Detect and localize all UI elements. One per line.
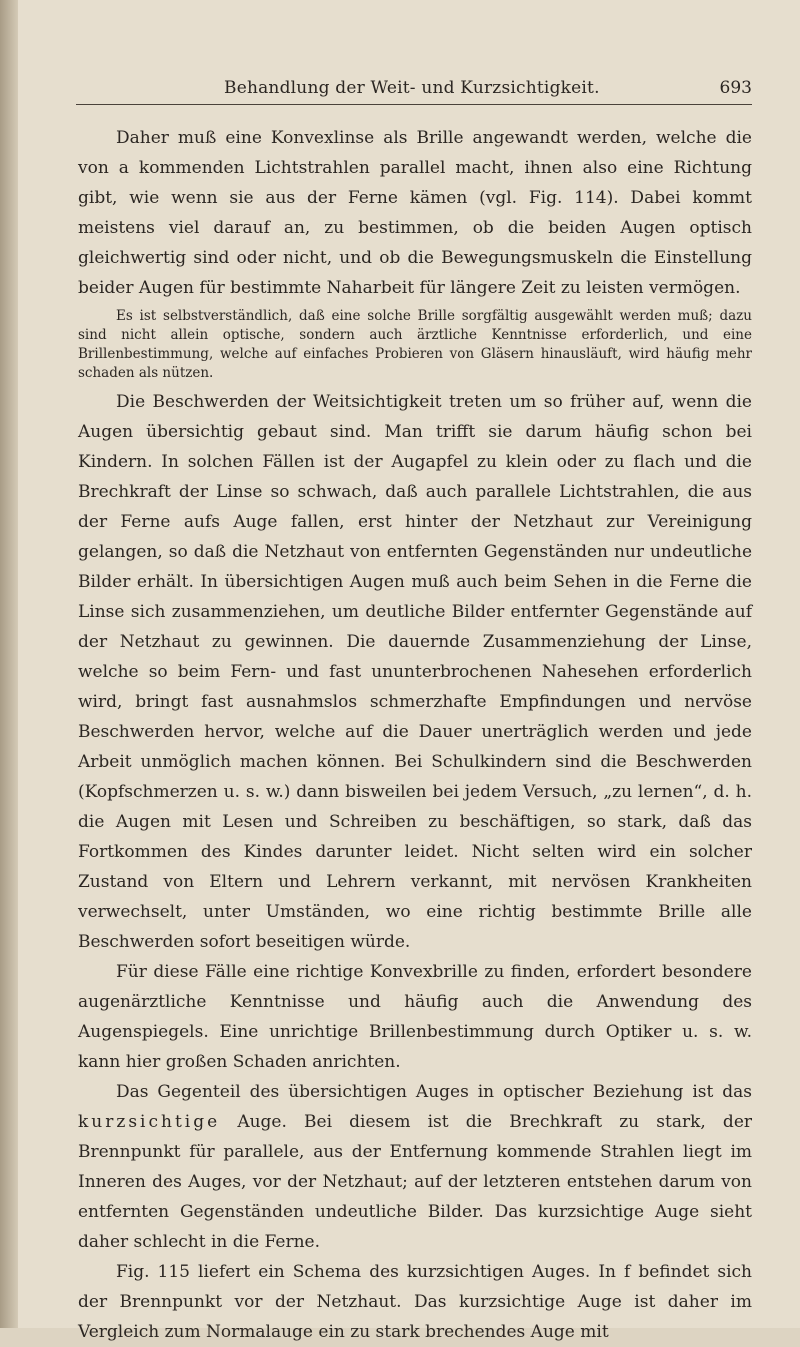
emphasis-kurzsichtige: kurzsichtige	[78, 1112, 221, 1132]
text-after-emphasis: Auge. Bei diesem ist die Brechkraft zu stark, der Brennpunkt für parallele, aus der Entfernung kommende Strahlen liegt im Inneren des Auges, vor der Netzhaut; auf der letzteren entstehen darum von entfernten Gegenständen undeutliche Bilder. Das kurzsichtige Auge sieht daher schlecht in die Ferne.	[78, 1112, 752, 1252]
page-edge	[0, 0, 18, 1328]
book-page	[18, 0, 800, 1342]
paragraph-hyperopia-complaints: Die Beschwerden der Weitsichtigkeit treten um so früher auf, wenn die Augen übersichtig gebaut sind. Man trifft sie darum häufig schon bei Kindern. In solchen Fällen ist der Augapfel zu klein oder zu flach und die Brechkraft der Linse so schwach, daß auch parallele Lichtstrahlen, die aus der Ferne aufs Auge fallen, erst hinter der Netzhaut zur Vereinigung gelangen, so daß die Netzhaut von entfernten Gegenständen nur undeutliche Bilder erhält. In übersichtigen Augen muß auch beim Sehen in die Ferne die Linse sich zusammenziehen, um deutliche Bilder entfernter Gegenstände auf der Netzhaut zu gewinnen. Die dauernde Zusammenziehung der Linse, welche so beim Fern- und fast ununterbrochenen Nahesehen erforderlich wird, bringt fast ausnahmslos schmerzhafte Empfindungen und nervöse Beschwerden hervor, welche auf die Dauer unerträglich werden und jede Arbeit unmöglich machen können. Bei Schulkindern sind die Beschwerden (Kopfschmerzen u. s. w.) dann bisweilen bei jedem Versuch, „zu lernen“, d. h. die Augen mit Lesen und Schreiben zu beschäftigen, so stark, daß das Fortkommen des Kindes darunter leidet. Nicht selten wird ein solcher Zustand von Eltern und Lehrern verkannt, mit nervösen Krankheiten verwechselt, unter Umständen, wo eine richtig bestimmte Brille alle Beschwerden sofort beseitigen würde.	[78, 392, 752, 952]
text-before-emphasis: Das Gegenteil des übersichtigen Auges in optischer Beziehung ist das	[116, 1082, 752, 1102]
page-number: 693	[719, 78, 752, 98]
page-body	[78, 123, 752, 1347]
note-brille-selection: Es ist selbstverständlich, daß eine solche Brille sorgfältig ausgewählt werden muß; dazu sind nicht allein optische, sondern auch ärztliche Kenntnisse erforderlich, und eine Brillenbestimmung, welche auf einfaches Probieren von Gläsern hinausläuft, wird häufig mehr schaden als nützen.	[78, 308, 752, 381]
paragraph-convex-glasses: Für diese Fälle eine richtige Konvexbrille zu finden, erfordert besondere augenärztliche Kenntnisse und häufig auch die Anwendung des Augenspiegels. Eine unrichtige Brillenbestimmung durch Optiker u. s. w. kann hier großen Schaden anrichten.	[78, 962, 752, 1072]
paragraph-myopic-eye	[78, 1077, 752, 1257]
header-title: Behandlung der Weit- und Kurzsichtigkeit.	[224, 78, 600, 98]
paragraph-convex-lens: Daher muß eine Konvexlinse als Brille angewandt werden, welche die von a kommenden Lichtstrahlen parallel macht, ihnen also eine Richtung gibt, wie wenn sie aus der Ferne kämen (vgl. Fig. 114). Dabei kommt meistens viel darauf an, zu bestimmen, ob die beiden Augen optisch gleichwertig sind oder nicht, und ob die Bewegungsmuskeln die Einstellung beider Augen für bestimmte Naharbeit für längere Zeit zu leisten vermögen.	[78, 128, 752, 298]
paragraph-fig-115: Fig. 115 liefert ein Schema des kurzsichtigen Auges. In f befindet sich der Brennpunkt vor der Netzhaut. Das kurzsichtige Auge ist daher im Vergleich zum Normalauge ein zu stark brechendes Auge mit	[78, 1262, 752, 1342]
running-header	[76, 76, 752, 105]
